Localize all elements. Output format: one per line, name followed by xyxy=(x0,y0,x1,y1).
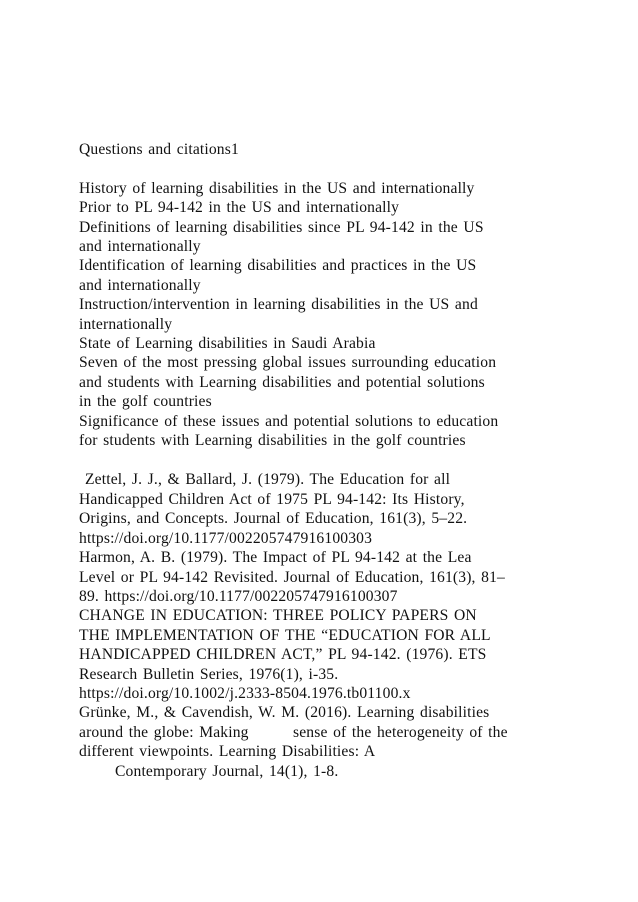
citation-line: Research Bulletin Series, 1976(1), i-35. xyxy=(79,665,339,683)
question-line: Prior to PL 94-142 in the US and internationally xyxy=(79,199,400,217)
question-line: and internationally xyxy=(79,276,201,294)
citation-line: 89. https://doi.org/10.1177/002205747916100307 xyxy=(79,587,398,605)
document-body xyxy=(79,140,579,781)
citation-line: Zettel, J. J., & Ballard, J. (1979). The Education for all xyxy=(85,471,451,489)
questions-list xyxy=(79,179,579,451)
question-line: Definitions of learning disabilities since PL 94-142 in the US xyxy=(79,218,484,236)
question-line: Significance of these issues and potential solutions to education xyxy=(79,412,499,430)
citation-doi-link: https://doi.org/10.1002/j.2333-8504.1976.tb01100.x xyxy=(79,684,411,702)
citation-line: Origins, and Concepts. Journal of Education, 161(3), 5–22. xyxy=(79,510,468,528)
citation-line: Contemporary Journal, 14(1), 1-8. xyxy=(115,762,339,780)
question-line: Seven of the most pressing global issues surrounding education xyxy=(79,354,497,372)
question-line: History of learning disabilities in the US and internationally xyxy=(79,179,475,197)
citation-line: THE IMPLEMENTATION OF THE “EDUCATION FOR ALL xyxy=(79,626,491,644)
citation-doi-link: https://doi.org/10.1177/002205747916100303 xyxy=(79,529,373,547)
citation-line: HANDICAPPED CHILDREN ACT,” PL 94-142. (1976). ETS xyxy=(79,646,487,664)
citation-line: Handicapped Children Act of 1975 PL 94-142: Its History, xyxy=(79,490,465,508)
question-line: Instruction/intervention in learning disabilities in the US and xyxy=(79,296,478,314)
question-line: internationally xyxy=(79,315,173,333)
question-line: Identification of learning disabilities and practices in the US xyxy=(79,257,477,275)
citation-line: around the globe: Making sense of the heterogeneity of the xyxy=(79,723,508,741)
question-line: and internationally xyxy=(79,238,201,256)
citation-line: CHANGE IN EDUCATION: THREE POLICY PAPERS ON xyxy=(79,607,477,625)
question-line: State of Learning disabilities in Saudi Arabia xyxy=(79,335,376,353)
question-line: and students with Learning disabilities and potential solutions xyxy=(79,373,485,391)
citation-line: different viewpoints. Learning Disabilities: A xyxy=(79,743,376,761)
question-line: in the golf countries xyxy=(79,393,212,411)
citation-line: Grünke, M., & Cavendish, W. M. (2016). Learning disabilities xyxy=(79,704,490,722)
citation-line: Level or PL 94-142 Revisited. Journal of Education, 161(3), 81– xyxy=(79,568,505,586)
question-line: for students with Learning disabilities in the golf countries xyxy=(79,432,466,450)
citations-list xyxy=(79,470,579,781)
document-heading: Questions and citations1 xyxy=(79,141,239,158)
citation-line: Harmon, A. B. (1979). The Impact of PL 94-142 at the Lea xyxy=(79,549,472,567)
